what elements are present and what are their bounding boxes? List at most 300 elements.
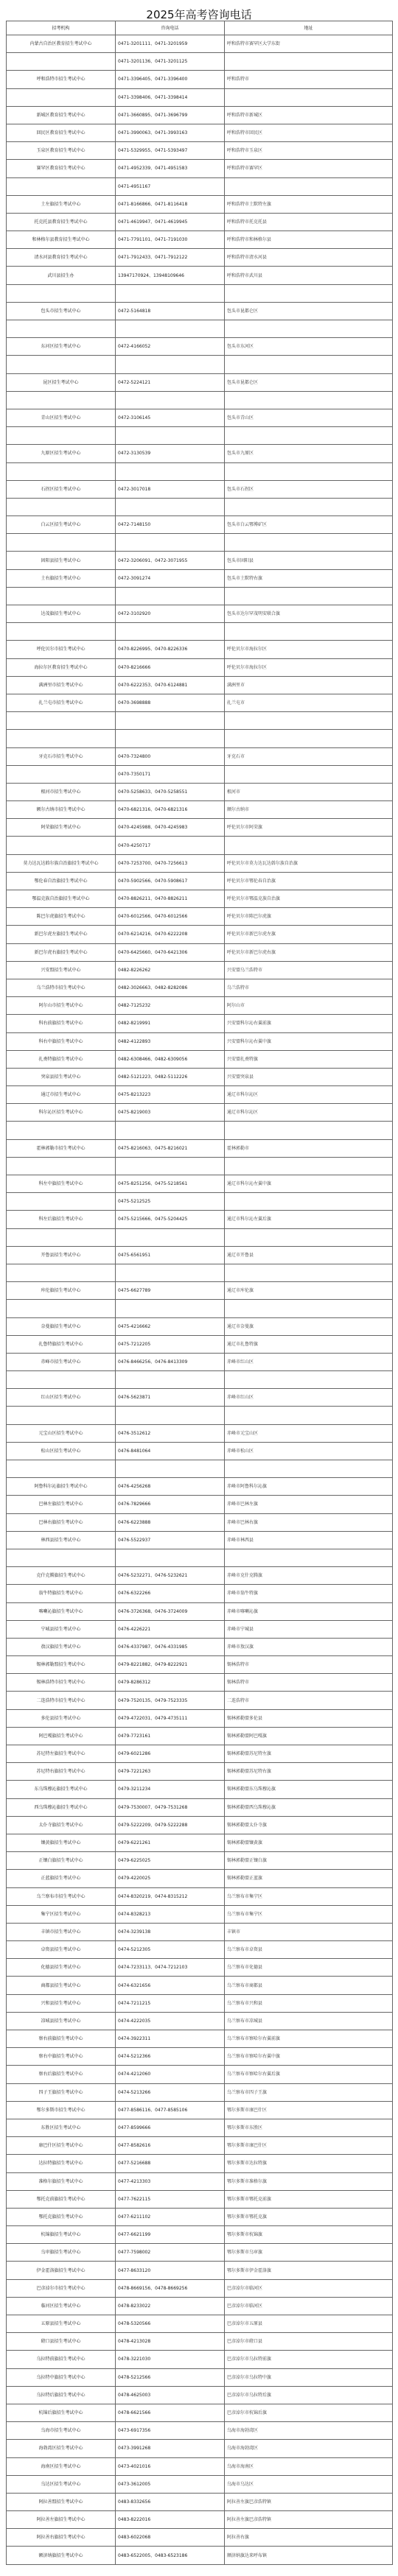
table-row xyxy=(7,53,393,71)
cell-institution xyxy=(7,730,116,747)
cell-institution: 陈巴尔虎旗招生考试中心 xyxy=(7,908,116,926)
cell-address: 巴彦淖尔市乌拉特后旗 xyxy=(225,2386,393,2404)
cell-phone xyxy=(116,730,225,747)
cell-address: 包头市昆都仑区 xyxy=(225,373,393,391)
table-row xyxy=(7,979,393,996)
cell-institution: 乌兰浩特市招生考试中心 xyxy=(7,979,116,996)
table-row xyxy=(7,2155,393,2172)
table-row xyxy=(7,1602,393,1620)
cell-address: 呼和浩特市新城区 xyxy=(225,106,393,124)
cell-institution: 四子王旗招生考试中心 xyxy=(7,2083,116,2101)
cell-institution: 九原区招生考试中心 xyxy=(7,445,116,462)
cell-phone: 0471-4951167 xyxy=(116,177,225,195)
cell-address: 乌兰察布市察哈尔右翼中旗 xyxy=(225,2048,393,2066)
cell-phone: 0474-6321656 xyxy=(116,1977,225,1994)
cell-address: 赤峰市翁牛特旗 xyxy=(225,1585,393,1602)
cell-institution xyxy=(7,320,116,338)
cell-phone: 0470-6821316、0470-6821316 xyxy=(116,801,225,819)
cell-phone: 0478-5212566 xyxy=(116,2368,225,2386)
table-row xyxy=(7,2457,393,2475)
cell-phone: 0478-6621566 xyxy=(116,2404,225,2421)
cell-phone: 0471-5329955、0471-5393497 xyxy=(116,142,225,160)
cell-institution: 东乌珠穆沁旗招生考试中心 xyxy=(7,1781,116,1798)
cell-institution: 呼伦贝尔市招生考试中心 xyxy=(7,641,116,658)
table-row xyxy=(7,854,393,872)
cell-institution: 赤峰市招生考试中心 xyxy=(7,1353,116,1370)
table-row xyxy=(7,2137,393,2155)
cell-address: 鄂尔多斯市鄂托克前旗 xyxy=(225,2190,393,2208)
cell-address: 呼伦贝尔市海拉尔区 xyxy=(225,658,393,676)
table-row xyxy=(7,2190,393,2208)
cell-institution xyxy=(7,1264,116,1281)
cell-address: 满洲里市 xyxy=(225,676,393,694)
cell-institution: 敖汉旗招生考试中心 xyxy=(7,1638,116,1655)
cell-phone: 0472-3017018 xyxy=(116,480,225,498)
cell-address: 根河市 xyxy=(225,783,393,800)
cell-phone: 0470-7253700、0470-7256613 xyxy=(116,854,225,872)
cell-phone: 0470-6222353、0470-6124881 xyxy=(116,676,225,694)
table-row xyxy=(7,730,393,747)
cell-address: 丰镇市 xyxy=(225,1923,393,1940)
table-row xyxy=(7,1478,393,1496)
cell-institution: 鄂托克前旗招生考试中心 xyxy=(7,2190,116,2208)
cell-institution: 鄂尔多斯市招生考试中心 xyxy=(7,2101,116,2119)
cell-institution: 阿荣旗招生考试中心 xyxy=(7,819,116,837)
cell-institution: 玉泉区教育招生考试中心 xyxy=(7,142,116,160)
cell-institution: 临河区招生考试中心 xyxy=(7,2297,116,2315)
header-address: 地址 xyxy=(225,21,393,35)
cell-institution: 乌海市招生考试中心 xyxy=(7,2422,116,2440)
cell-address: 通辽市扎鲁特旗 xyxy=(225,1335,393,1353)
table-row xyxy=(7,765,393,783)
cell-address: 呼伦贝尔市莫力达瓦达斡尔族自治旗 xyxy=(225,854,393,872)
cell-address: 乌兰察布市兴和县 xyxy=(225,1994,393,2012)
cell-phone: 0479-7221263 xyxy=(116,1763,225,1781)
cell-address: 锡林郭勒盟西乌珠穆沁旗 xyxy=(225,1798,393,1816)
cell-address xyxy=(225,587,393,605)
table-row xyxy=(7,1335,393,1353)
cell-phone: 0471-3201136、0471-3201125 xyxy=(116,53,225,71)
cell-institution: 正镶白旗招生考试中心 xyxy=(7,1852,116,1870)
table-row xyxy=(7,2172,393,2190)
cell-phone: 0479-6225025 xyxy=(116,1852,225,1870)
table-row xyxy=(7,2297,393,2315)
table-row xyxy=(7,961,393,979)
table-row xyxy=(7,1905,393,1923)
cell-address xyxy=(225,177,393,195)
cell-institution: 凉城县招生考试中心 xyxy=(7,2012,116,2030)
table-row xyxy=(7,623,393,641)
cell-address: 锡林浩特市 xyxy=(225,1656,393,1674)
cell-phone: 0471-4952339、0471-4951583 xyxy=(116,160,225,177)
cell-phone: 0478-8233022 xyxy=(116,2297,225,2315)
table-row xyxy=(7,356,393,373)
cell-institution: 察右后旗招生考试中心 xyxy=(7,2066,116,2083)
cell-phone xyxy=(116,1460,225,1478)
cell-institution: 鄂伦春自治旗招生考试中心 xyxy=(7,872,116,890)
table-row xyxy=(7,1549,393,1566)
table-row xyxy=(7,249,393,267)
cell-address: 阿尔山市 xyxy=(225,997,393,1015)
cell-phone: 0470-8216666 xyxy=(116,658,225,676)
cell-phone: 0479-7530007、0479-7531268 xyxy=(116,1798,225,1816)
table-row xyxy=(7,2119,393,2136)
table-row xyxy=(7,1157,393,1175)
cell-address: 包头市土默特右旗 xyxy=(225,569,393,587)
cell-phone: 0475-5212525 xyxy=(116,1193,225,1211)
cell-institution: 宁城县招生考试中心 xyxy=(7,1620,116,1638)
cell-phone: 0470-7350171 xyxy=(116,765,225,783)
cell-institution: 锡林郭勒盟招生考试中心 xyxy=(7,1656,116,1674)
table-row xyxy=(7,320,393,338)
cell-address: 兴安盟突泉县 xyxy=(225,1068,393,1085)
table-row xyxy=(7,2012,393,2030)
cell-phone xyxy=(116,427,225,445)
table-row xyxy=(7,231,393,249)
cell-address: 鄂尔多斯市鄂托克旗 xyxy=(225,2208,393,2225)
cell-phone: 0470-6425660、0470-6421306 xyxy=(116,943,225,961)
cell-institution xyxy=(7,1407,116,1424)
table-row xyxy=(7,516,393,534)
cell-address: 乌兰察布市集宁区 xyxy=(225,1887,393,1905)
table-row xyxy=(7,1531,393,1549)
cell-phone: 0470-5258633、0470-5258551 xyxy=(116,783,225,800)
cell-address: 呼和浩特市土默特左旗 xyxy=(225,195,393,213)
cell-address xyxy=(225,427,393,445)
cell-address xyxy=(225,765,393,783)
cell-address: 鄂尔多斯市杭锦旗 xyxy=(225,2226,393,2244)
cell-institution: 苏尼特左旗招生考试中心 xyxy=(7,1745,116,1763)
cell-address: 鄂尔多斯市准格尔旗 xyxy=(225,2172,393,2190)
cell-institution: 镶黄旗招生考试中心 xyxy=(7,1834,116,1851)
cell-institution: 巴林左旗招生考试中心 xyxy=(7,1496,116,1513)
table-row xyxy=(7,2262,393,2279)
cell-address: 阿拉善右旗 xyxy=(225,2529,393,2547)
cell-phone: 0482-8219991 xyxy=(116,1015,225,1032)
table-row xyxy=(7,213,393,230)
cell-address: 呼伦贝尔市鄂伦春自治旗 xyxy=(225,872,393,890)
cell-phone xyxy=(116,712,225,730)
cell-institution: 翁牛特旗招生考试中心 xyxy=(7,1585,116,1602)
cell-institution: 东胜区招生考试中心 xyxy=(7,2119,116,2136)
cell-address: 赤峰市红山区 xyxy=(225,1353,393,1370)
cell-institution xyxy=(7,1460,116,1478)
cell-institution: 满洲里市招生考试中心 xyxy=(7,676,116,694)
cell-address: 呼伦贝尔市鄂温克族自治旗 xyxy=(225,890,393,908)
cell-phone: 0476-4337987、0476-4331985 xyxy=(116,1638,225,1655)
cell-address: 包头市昆都仑区 xyxy=(225,302,393,320)
table-row xyxy=(7,1050,393,1068)
cell-institution: 奈曼旗招生考试中心 xyxy=(7,1317,116,1335)
cell-address xyxy=(225,284,393,302)
cell-address: 呼伦贝尔市海拉尔区 xyxy=(225,641,393,658)
cell-phone: 0475-6561951 xyxy=(116,1246,225,1264)
cell-institution: 海拉尔区教育招生考试中心 xyxy=(7,658,116,676)
cell-institution: 扎兰屯市招生考试中心 xyxy=(7,694,116,711)
cell-institution: 固阳县招生考试中心 xyxy=(7,552,116,569)
cell-address: 兴安盟乌兰浩特市 xyxy=(225,961,393,979)
table-row xyxy=(7,71,393,88)
cell-phone: 13947170924、13948109646 xyxy=(116,267,225,284)
cell-phone xyxy=(116,1228,225,1246)
cell-institution: 锡林浩特市招生考试中心 xyxy=(7,1674,116,1692)
cell-address xyxy=(225,498,393,515)
cell-address: 乌兰察布市卓资县 xyxy=(225,1941,393,1959)
table-row xyxy=(7,1656,393,1674)
cell-phone: 0472-3106145 xyxy=(116,409,225,426)
table-row xyxy=(7,872,393,890)
cell-phone: 0470-8226995、0470-8226336 xyxy=(116,641,225,658)
table-row xyxy=(7,177,393,195)
table-row xyxy=(7,534,393,552)
cell-phone xyxy=(116,534,225,552)
cell-address xyxy=(225,1407,393,1424)
cell-phone: 0471-3398406、0471-3398414 xyxy=(116,88,225,106)
cell-institution: 清水河县教育招生考试中心 xyxy=(7,249,116,267)
cell-address: 兴安盟科尔沁右翼中旗 xyxy=(225,1032,393,1050)
cell-institution: 乌拉特后旗招生考试中心 xyxy=(7,2386,116,2404)
cell-address xyxy=(225,462,393,480)
cell-institution xyxy=(7,356,116,373)
cell-address: 乌兰察布市集宁区 xyxy=(225,1905,393,1923)
cell-address: 二连浩特市 xyxy=(225,1692,393,1709)
table-row xyxy=(7,641,393,658)
cell-phone xyxy=(116,391,225,409)
table-row xyxy=(7,1692,393,1709)
cell-institution: 新巴尔虎右旗招生考试中心 xyxy=(7,943,116,961)
cell-phone: 0474-8328213 xyxy=(116,1905,225,1923)
cell-institution: 松山区招生考试中心 xyxy=(7,1442,116,1460)
table-row xyxy=(7,1246,393,1264)
cell-phone: 0479-4220025 xyxy=(116,1870,225,1887)
cell-address xyxy=(225,730,393,747)
table-row xyxy=(7,267,393,284)
table-row xyxy=(7,1122,393,1139)
cell-phone xyxy=(116,1264,225,1281)
cell-institution: 突泉县招生考试中心 xyxy=(7,1068,116,1085)
table-row xyxy=(7,1852,393,1870)
cell-phone xyxy=(116,1549,225,1566)
cell-phone: 0483-8222016 xyxy=(116,2511,225,2529)
cell-phone: 0471-3396405、0471-3396400 xyxy=(116,71,225,88)
cell-address: 呼伦贝尔市新巴尔虎左旗 xyxy=(225,926,393,943)
cell-address: 额济纳旗达来呼布镇 xyxy=(225,2547,393,2564)
cell-institution xyxy=(7,587,116,605)
table-row xyxy=(7,160,393,177)
table-row xyxy=(7,1620,393,1638)
cell-address: 乌海市乌达区 xyxy=(225,2475,393,2493)
cell-institution: 东河区招生考试中心 xyxy=(7,338,116,356)
cell-institution: 磴口县招生考试中心 xyxy=(7,2333,116,2351)
cell-phone: 0478-8669156、0478-8669256 xyxy=(116,2279,225,2297)
table-row xyxy=(7,391,393,409)
table-row xyxy=(7,2279,393,2297)
cell-institution: 阿拉善盟招生考试中心 xyxy=(7,2493,116,2510)
table-row xyxy=(7,1139,393,1157)
cell-address: 呼和浩特市和林格尔县 xyxy=(225,231,393,249)
table-row xyxy=(7,1709,393,1727)
cell-phone: 0471-7791101、0471-7191030 xyxy=(116,231,225,249)
cell-address: 赤峰市松山区 xyxy=(225,1442,393,1460)
cell-institution: 乌兰察布市招生考试中心 xyxy=(7,1887,116,1905)
cell-institution: 集宁区招生考试中心 xyxy=(7,1905,116,1923)
cell-phone: 0475-6627789 xyxy=(116,1282,225,1300)
table-row xyxy=(7,88,393,106)
table-row xyxy=(7,1300,393,1317)
cell-phone: 0479-7520135、0479-7523335 xyxy=(116,1692,225,1709)
cell-institution: 二连浩特市招生考试中心 xyxy=(7,1692,116,1709)
cell-phone: 0477-8586116、0477-8585106 xyxy=(116,2101,225,2119)
cell-address: 呼伦贝尔市新巴尔虎右旗 xyxy=(225,943,393,961)
cell-address: 赤峰市宁城县 xyxy=(225,1620,393,1638)
table-row xyxy=(7,1977,393,1994)
cell-address: 呼和浩特市 xyxy=(225,71,393,88)
table-row xyxy=(7,2333,393,2351)
table-row xyxy=(7,712,393,730)
cell-address: 锡林郭勒盟镶黄旗 xyxy=(225,1834,393,1851)
cell-address xyxy=(225,391,393,409)
cell-institution xyxy=(7,765,116,783)
cell-address: 赤峰市克什克腾旗 xyxy=(225,1567,393,1585)
cell-address: 包头市石拐区 xyxy=(225,480,393,498)
cell-phone xyxy=(116,1371,225,1389)
cell-phone xyxy=(116,284,225,302)
table-row xyxy=(7,1567,393,1585)
cell-institution: 额尔古纳市招生考试中心 xyxy=(7,801,116,819)
cell-address xyxy=(225,1122,393,1139)
cell-phone: 0471-8166866、0471-8116418 xyxy=(116,195,225,213)
cell-address: 阿拉善左旗巴彦浩特镇 xyxy=(225,2493,393,2510)
cell-address xyxy=(225,1300,393,1317)
cell-address: 呼和浩特市回民区 xyxy=(225,124,393,141)
table-row xyxy=(7,498,393,515)
cell-institution: 通辽市招生考试中心 xyxy=(7,1086,116,1104)
cell-institution: 杭锦后旗招生考试中心 xyxy=(7,2404,116,2421)
cell-address: 巴彦淖尔市乌拉特前旗 xyxy=(225,2351,393,2368)
cell-address xyxy=(225,1264,393,1281)
cell-address xyxy=(225,1193,393,1211)
cell-phone: 0475-4216662 xyxy=(116,1317,225,1335)
cell-address: 额尔古纳市 xyxy=(225,801,393,819)
cell-institution xyxy=(7,427,116,445)
cell-phone: 0477-7622115 xyxy=(116,2190,225,2208)
cell-phone: 0478-4213028 xyxy=(116,2333,225,2351)
cell-address: 通辽市开鲁县 xyxy=(225,1246,393,1264)
table-row xyxy=(7,676,393,694)
cell-address xyxy=(225,1228,393,1246)
cell-phone: 0476-8466256、0476-8413309 xyxy=(116,1353,225,1370)
cell-institution xyxy=(7,1228,116,1246)
table-row xyxy=(7,1585,393,1602)
cell-address: 通辽市奈曼旗 xyxy=(225,1317,393,1335)
table-row xyxy=(7,1015,393,1032)
cell-institution xyxy=(7,1549,116,1566)
cell-address: 锡林郭勒盟多伦县 xyxy=(225,1709,393,1727)
cell-address: 赤峰市林西县 xyxy=(225,1531,393,1549)
cell-institution: 托克托县教育招生考试中心 xyxy=(7,213,116,230)
cell-institution: 回民区教育招生考试中心 xyxy=(7,124,116,141)
cell-address: 呼和浩特市赛罕区 xyxy=(225,160,393,177)
cell-address: 鄂尔多斯市东胜区 xyxy=(225,2119,393,2136)
cell-institution: 喀喇沁旗招生考试中心 xyxy=(7,1602,116,1620)
cell-phone: 0474-4212060 xyxy=(116,2066,225,2083)
cell-institution: 石拐区招生考试中心 xyxy=(7,480,116,498)
table-row xyxy=(7,1193,393,1211)
cell-address xyxy=(225,712,393,730)
cell-institution xyxy=(7,1371,116,1389)
cell-institution: 达茂旗招生考试中心 xyxy=(7,605,116,623)
cell-phone: 0479-7723161 xyxy=(116,1727,225,1745)
cell-institution: 乌拉特前旗招生考试中心 xyxy=(7,2351,116,2368)
table-header-row xyxy=(7,21,393,35)
cell-address: 赤峰市红山区 xyxy=(225,1389,393,1407)
cell-address: 锡林郭勒盟正蓝旗 xyxy=(225,1870,393,1887)
cell-institution: 呼和浩特市招生考试中心 xyxy=(7,71,116,88)
table-row xyxy=(7,2368,393,2386)
cell-phone: 0472-5164818 xyxy=(116,302,225,320)
cell-address: 乌兰察布市化德县 xyxy=(225,1959,393,1977)
cell-phone: 0482-4122893 xyxy=(116,1032,225,1050)
cell-address: 赤峰市巴林左旗 xyxy=(225,1496,393,1513)
cell-phone: 0479-8221882、0479-8222921 xyxy=(116,1656,225,1674)
cell-phone: 0471-3660895、0471-3696799 xyxy=(116,106,225,124)
table-row xyxy=(7,1389,393,1407)
table-row xyxy=(7,926,393,943)
cell-phone: 0474-5212366 xyxy=(116,2048,225,2066)
cell-phone: 0472-7148150 xyxy=(116,516,225,534)
table-row xyxy=(7,943,393,961)
cell-phone: 0476-3726368、0476-3724009 xyxy=(116,1602,225,1620)
cell-phone: 0476-6223888 xyxy=(116,1513,225,1531)
table-row xyxy=(7,890,393,908)
cell-address: 通辽市库伦旗 xyxy=(225,1282,393,1300)
cell-institution xyxy=(7,88,116,106)
cell-phone: 0483-6522005、0483-6523186 xyxy=(116,2547,225,2564)
table-row xyxy=(7,462,393,480)
table-row xyxy=(7,2529,393,2547)
table-row xyxy=(7,1941,393,1959)
cell-phone xyxy=(116,462,225,480)
cell-address: 巴彦淖尔市五原县 xyxy=(225,2315,393,2333)
table-row xyxy=(7,124,393,141)
cell-phone: 0470-4250717 xyxy=(116,837,225,854)
cell-institution: 鄂温克族自治旗招生考试中心 xyxy=(7,890,116,908)
cell-institution: 卓资县招生考试中心 xyxy=(7,1941,116,1959)
cell-institution: 林西县招生考试中心 xyxy=(7,1531,116,1549)
cell-address: 锡林浩特市 xyxy=(225,1674,393,1692)
cell-address: 赤峰市阿鲁科尔沁旗 xyxy=(225,1478,393,1496)
cell-institution: 克什克腾旗招生考试中心 xyxy=(7,1567,116,1585)
cell-phone: 0470-6214216、0470-6222208 xyxy=(116,926,225,943)
cell-address: 通辽市科尔沁左翼后旗 xyxy=(225,1211,393,1228)
table-row xyxy=(7,1496,393,1513)
cell-institution: 新城区教育招生考试中心 xyxy=(7,106,116,124)
cell-phone: 0470-6012566、0470-6012566 xyxy=(116,908,225,926)
cell-address: 赤峰市元宝山区 xyxy=(225,1424,393,1442)
cell-address: 呼伦贝尔市阿荣旗 xyxy=(225,819,393,837)
cell-phone: 0474-8320219、0474-8315212 xyxy=(116,1887,225,1905)
cell-address: 乌兰察布市凉城县 xyxy=(225,2012,393,2030)
cell-institution xyxy=(7,1193,116,1211)
cell-institution: 阿尔山市招生考试中心 xyxy=(7,997,116,1015)
cell-address: 呼和浩特市清水河县 xyxy=(225,249,393,267)
cell-phone: 0479-6021286 xyxy=(116,1745,225,1763)
cell-phone: 0476-6322266 xyxy=(116,1585,225,1602)
cell-address xyxy=(225,88,393,106)
cell-address: 乌兰浩特市 xyxy=(225,979,393,996)
cell-address: 呼和浩特市赛罕区大学东街 xyxy=(225,35,393,53)
cell-institution: 青山区招生考试中心 xyxy=(7,409,116,426)
